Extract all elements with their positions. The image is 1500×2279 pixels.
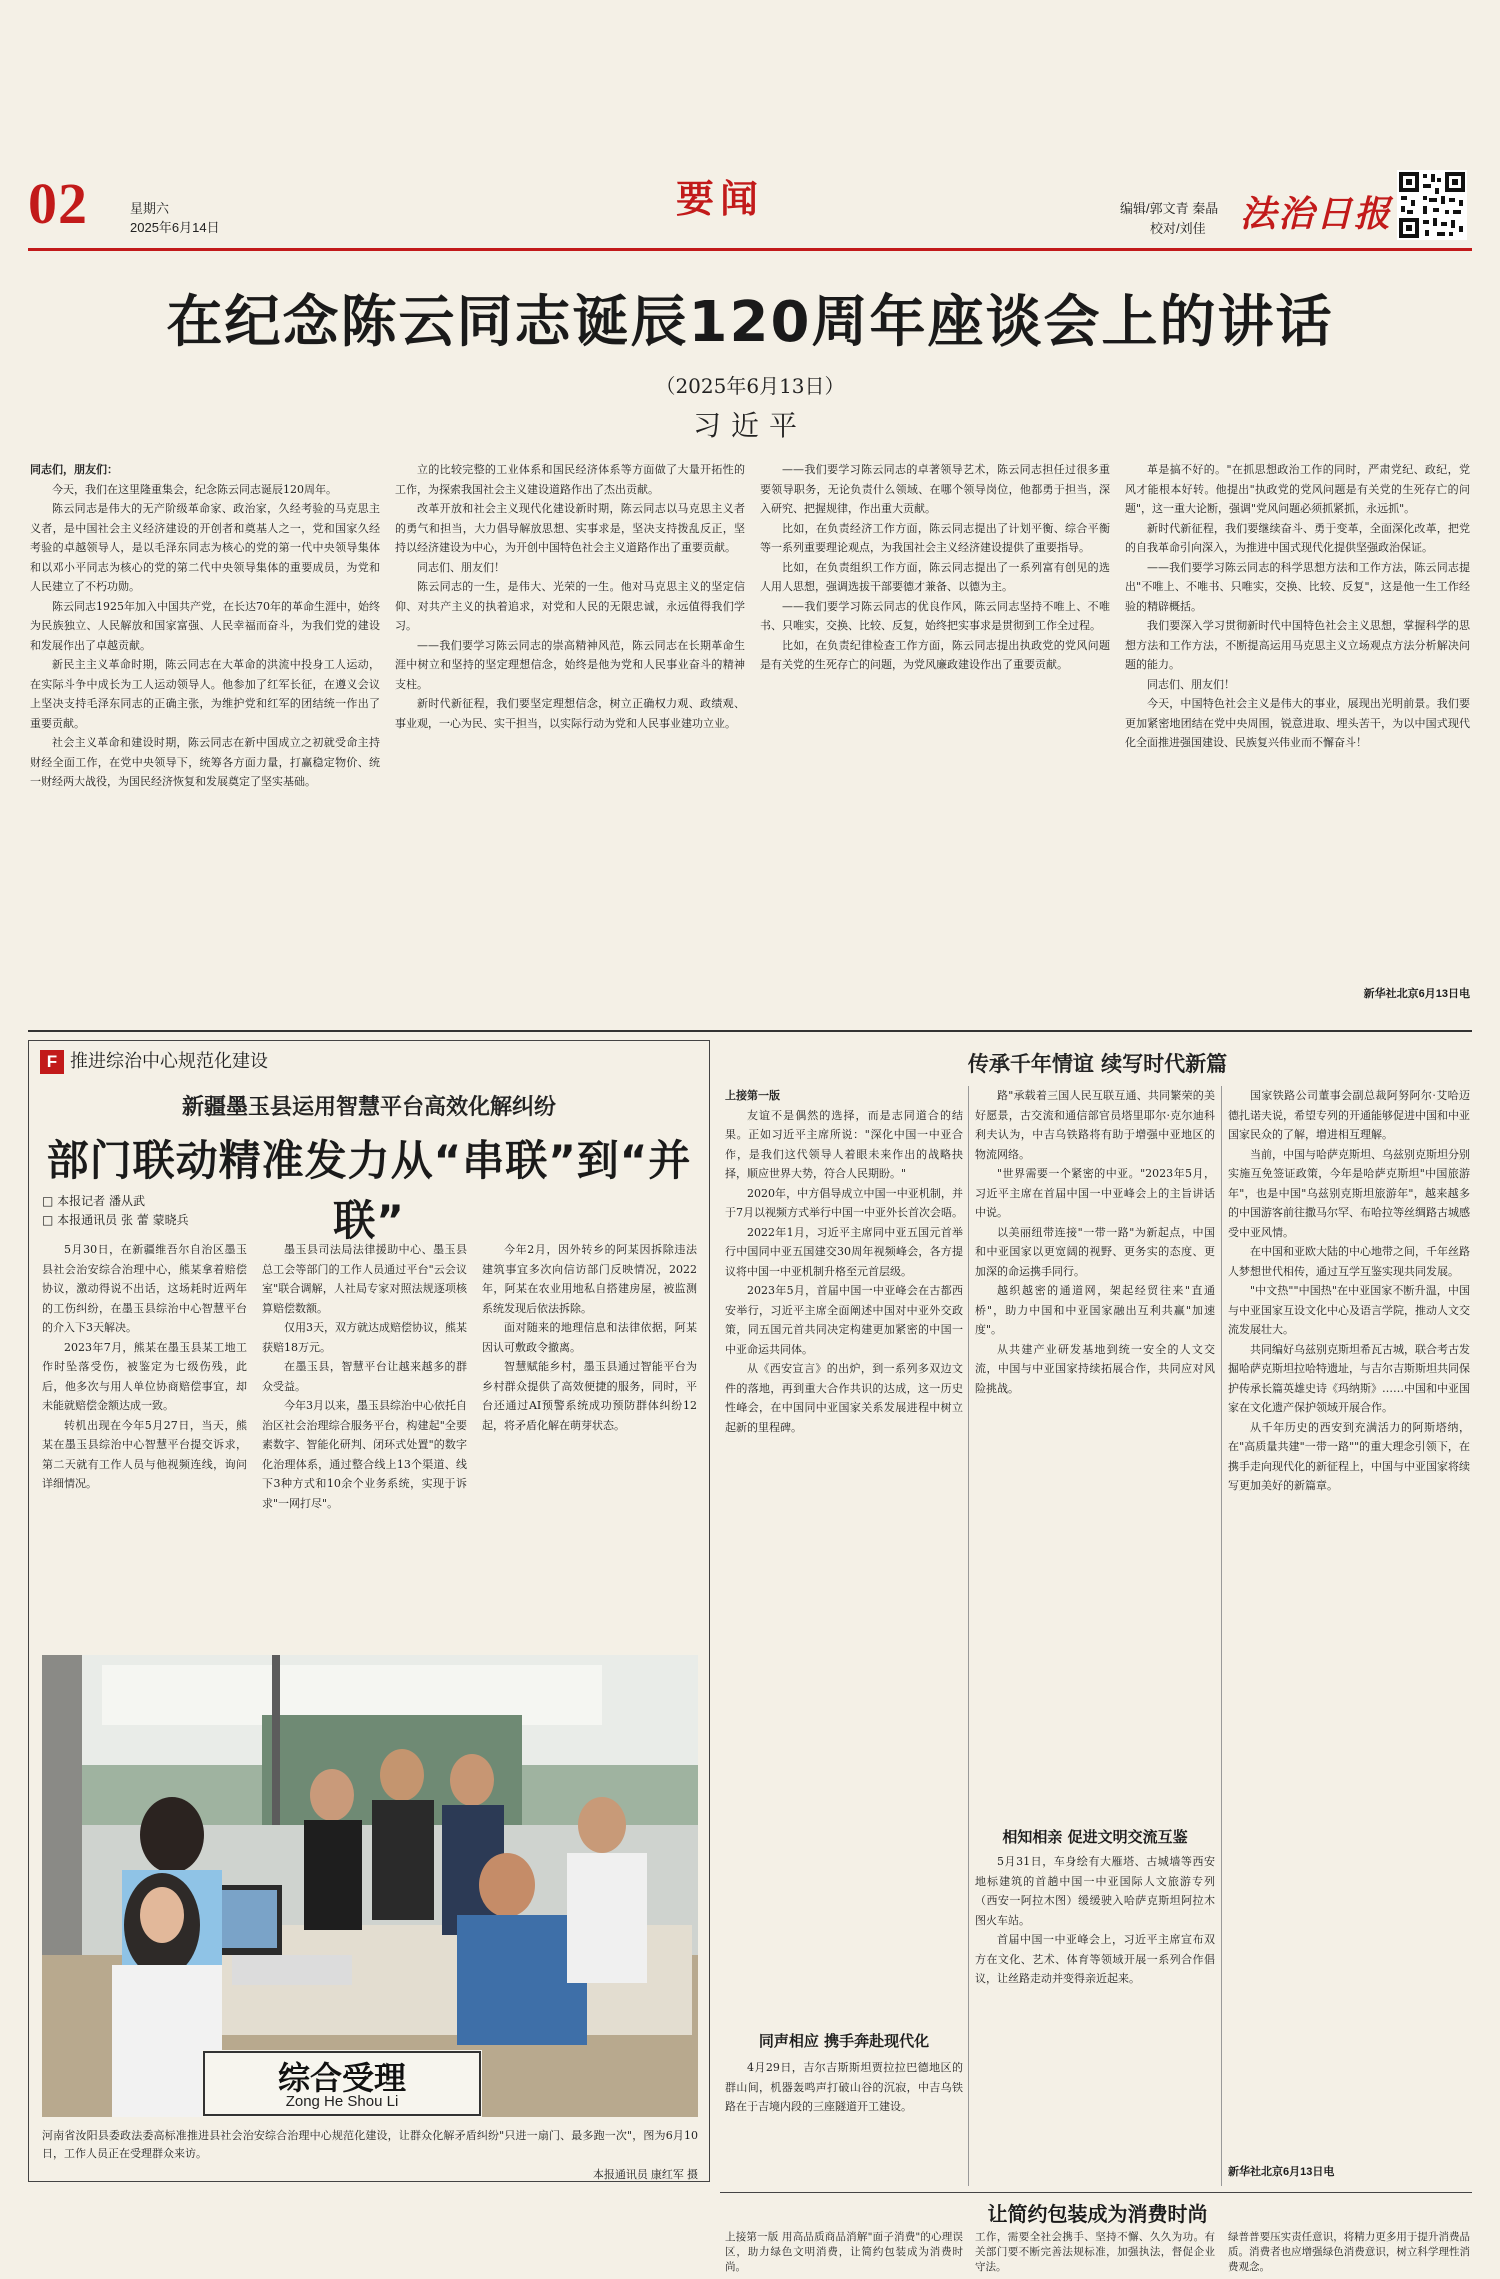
- bottom-column-2: 工作，需要全社会携手、坚持不懈、久久为功。有关部门要不断完善法规标准，加强执法，督促企业守法。: [975, 2231, 1215, 2273]
- page-date: 2025年6月14日: [130, 220, 220, 235]
- column-divider: [1221, 1086, 1222, 2186]
- left-paragraph: 面对随来的地理信息和法律依据，阿某因认可敷政令撤离。: [482, 1321, 697, 1354]
- lead-paragraph: 比如，在负责经济工作方面，陈云同志提出了计划平衡、综合平衡等一系列重要理论观点，为我国社会主义经济建设提供了重要指导。: [760, 521, 1110, 554]
- right-paragraph: 2020年，中方倡导成立中国一中亚机制，并于7月以视频方式举行中国一中亚外长首次会晤。: [725, 1186, 963, 1219]
- lead-paragraph: ——我们要学习陈云同志的崇高精神风范，陈云同志在长期革命生涯中树立和坚持的坚定理想信念，始终是他为党和人民事业奋斗的精神支柱。: [395, 638, 745, 691]
- bottom-divider: [720, 2192, 1472, 2193]
- lead-date-line: （2025年6月13日）: [655, 374, 845, 398]
- right-paragraph: 共同编好乌兹别克斯坦希瓦古城，联合考古发掘哈萨克斯坦拉哈特遗址，与吉尔吉斯斯坦共同保护传承长篇英雄史诗《玛纳斯》……中国和中亚国家在文化遗产保护领域开展合作。: [1228, 1342, 1470, 1414]
- lead-column-4: [1125, 460, 1470, 970]
- right-signoff: 新华社北京6月13日电: [1228, 2166, 1335, 2178]
- left-column-2: [262, 1240, 467, 1635]
- lead-paragraph: ——我们要学习陈云同志的优良作风，陈云同志坚持不唯上、不唯书、只唯实，交换、比较、反复，始终把实事求是贯彻到工作全过程。: [760, 599, 1110, 632]
- right-paragraph: "中文热""中国热"在中亚国家不断升温，中国与中亚国家互设文化中心及语言学院，推动人文交流发展壮大。: [1228, 1284, 1470, 1336]
- proofreader-credit: 校对/刘佳: [1150, 221, 1206, 236]
- masthead-rule: [28, 248, 1472, 251]
- right-subhead-2: 相知相亲 促进文明交流互鉴: [1002, 1828, 1188, 1846]
- right-paragraph: 越织越密的通道网，架起经贸往来"直通桥"，助力中国和中亚国家融出互利共赢"加速度"。: [975, 1284, 1215, 1336]
- right-headline: 传承千年情谊 续写时代新篇: [967, 1052, 1228, 1076]
- right-paragraph: 2022年1月，习近平主席同中亚五国元首举行中国同中亚五国建交30周年视频峰会，各方提议将中国一中亚机制升格至元首层级。: [725, 1225, 963, 1278]
- photo-caption: 河南省汝阳县委政法委高标准推进县社会治安综合治理中心规范化建设，让群众化解矛盾纠纷"只进一扇门、最多跑一次"，图为6月10日，工作人员正在受理群众来访。: [42, 2129, 698, 2160]
- bottom-column-1: 上接第一版 用高品质商品消解"面子消费"的心理误区，助力绿色文明消费，让简约包装成为消费时尚。: [725, 2231, 963, 2273]
- left-paragraph: 转机出现在今年5月27日，当天，熊某在墨玉县综治中心智慧平台提交诉求，第二天就有工作人员与他视频连线，询问详细情况。: [42, 1418, 247, 1490]
- qr-code-icon: [1397, 170, 1467, 240]
- left-paragraph: 5月30日，在新疆维吾尔自治区墨玉县社会治安综合治理中心，熊某拿着赔偿协议，激动得说不出话，这场耗时近两年的工伤纠纷，在墨玉县综治中心智慧平台的介入下3天解决。: [42, 1243, 247, 1334]
- left-paragraph: 今年3月以来，墨玉县综治中心依托自治区社会治理综合服务平台，构建起"全要素数字、智能化研判、闭环式处置"的数字化治理体系，通过整合线上13个渠道、线下3种方式和10余个业务系统，实现于诉求"一网打尽"。: [262, 1399, 467, 1510]
- left-paragraph: 智慧赋能乡村，墨玉县通过智能平台为乡村群众提供了高效便捷的服务，同时，平台还通过AI预警系统成功预防群体纠纷12起，将矛盾化解在萌芽状态。: [482, 1360, 697, 1432]
- right-column-1: [725, 1086, 963, 2026]
- right-paragraph: 在中国和亚欧大陆的中心地带之间，千年丝路人梦想世代相传，通过互学互鉴实现共同发展。: [1228, 1245, 1470, 1278]
- right-paragraph: "世界需要一个紧密的中亚。"2023年5月，习近平主席在首届中国一中亚峰会上的主旨讲话中说。: [975, 1167, 1215, 1219]
- bottom-headline: 让简约包装成为消费时尚: [987, 2202, 1208, 2226]
- lead-paragraph: ——我们要学习陈云同志的科学思想方法和工作方法，陈云同志提出"不唯上、不唯书、只唯实，交换、比较、反复"，这是他一生工作经验的精辟概括。: [1125, 560, 1470, 613]
- lead-paragraph: 新民主主义革命时期，陈云同志在大革命的洪流中投身工人运动，在实际斗争中成长为工人运动领导人。他参加了红军长征，在遵义会议上坚决支持毛泽东同志的正确主张，为维护党和红军的团结统一作出了重要贡献。: [30, 658, 380, 730]
- lead-column-1: [30, 460, 380, 1010]
- lead-paragraph: 立的比较完整的工业体系和国民经济体系等方面做了大量开拓性的工作，为探索我国社会主义建设道路作出了杰出贡献。: [395, 463, 745, 496]
- lead-paragraph: 我们要深入学习贯彻新时代中国特色社会主义思想，掌握科学的思想方法和工作方法，不断提高运用马克思主义立场观点方法分析解决问题的能力。: [1125, 619, 1470, 671]
- lead-author: 习近平: [692, 409, 807, 442]
- editors-credit: 编辑/郭文青 秦晶: [1120, 201, 1219, 216]
- photo-credit: 本报通讯员 康红军 摄: [592, 2169, 698, 2181]
- right-paragraph: 4月29日，吉尔吉斯斯坦贾拉拉巴德地区的群山间，机器轰鸣声打破山谷的沉寂，中吉乌铁路在于吉境内段的三座隧道开工建设。: [725, 2061, 963, 2113]
- lead-salutation: 同志们，朋友们：: [30, 463, 118, 476]
- lead-column-2: [395, 460, 745, 1010]
- news-photo: [42, 1655, 698, 2117]
- photo-sign-pinyin: Zong He Shou Li: [285, 2093, 399, 2110]
- left-kicker: 新疆墨玉县运用智慧平台高效化解纠纷: [181, 1095, 556, 1120]
- left-paragraph: 2023年7月，熊某在墨玉县某工地工作时坠落受伤，被鉴定为七级伤残，此后，他多次与用人单位协商赔偿事宜，却未能就赔偿金额达成一致。: [42, 1340, 247, 1412]
- right-column-2: [975, 1086, 1215, 1821]
- photo-sign-text: 综合受理: [277, 2059, 406, 2097]
- lead-paragraph: 同志们、朋友们！: [417, 560, 505, 574]
- lead-paragraph: 新时代新征程，我们要继续奋斗、勇于变革，全面深化改革，把党的自我革命引向深入，为推进中国式现代化提供坚强政治保证。: [1125, 521, 1470, 554]
- right-subhead-1: 同声相应 携手奔赴现代化: [758, 2032, 930, 2050]
- lead-paragraph: ——我们要学习陈云同志的卓著领导艺术，陈云同志担任过很多重要领导职务，无论负责什么领域、在哪个领导岗位，他都勇于担当，深入研究、把握规律，作出重大贡献。: [760, 463, 1110, 515]
- right-column-1-continued: [725, 2058, 963, 2186]
- left-paragraph: 仅用3天，双方就达成赔偿协议，熊某获赔18万元。: [262, 1321, 467, 1354]
- byline-correspondents: □ 本报通讯员 张 蕾 蒙晓兵: [42, 1213, 189, 1227]
- lead-paragraph: 社会主义革命和建设时期，陈云同志在新中国成立之初就受命主持财经全面工作，在党中央领导下，统筹各方面力量，打赢稳定物价、统一财经两大战役，为国民经济恢复和发展奠定了坚实基础。: [30, 736, 380, 788]
- left-paragraph: 墨玉县司法局法律援助中心、墨玉县总工会等部门的工作人员通过平台"云会议室"联合调解，人社局专家对照法规逐项核算赔偿数额。: [262, 1243, 467, 1315]
- lead-signoff: 新华社北京6月13日电: [1363, 988, 1470, 1000]
- lead-paragraph: 革是搞不好的。"在抓思想政治工作的同时，严肃党纪、政纪，党风才能根本好转。他提出"执政党的党风问题是有关党的生死存亡的问题"，这一重大论断，强调"党风问题必须抓紧抓，永远抓"。: [1125, 463, 1470, 515]
- right-paragraph: 当前，中国与哈萨克斯坦、乌兹别克斯坦分别实施互免签证政策，今年是哈萨克斯坦"中国旅游年"，也是中国"乌兹别克斯坦旅游年"，越来越多的中国游客前往撒马尔罕、布哈拉等丝绸路古城感受中亚风情。: [1228, 1147, 1470, 1239]
- byline-reporter: □ 本报记者 潘从武: [42, 1194, 145, 1208]
- right-paragraph: 友谊不是偶然的选择，而是志同道合的结果。正如习近平主席所说："深化中国一中亚合作，是我们这代领导人着眼未来作出的战略抉择，顺应世界大势，符合人民期盼。": [725, 1108, 963, 1180]
- left-paragraph: 今年2月，因外转乡的阿某因拆除违法建筑事宜多次向信访部门反映情况，2022年，阿某在农业用地私自搭建房屋，被监测系统发现后依法拆除。: [482, 1243, 697, 1315]
- left-column-1: [42, 1240, 247, 1635]
- right-paragraph: 从共建产业研发基地到统一安全的人文交流，中国与中亚国家持续拓展合作，共同应对风险挑战。: [975, 1342, 1215, 1395]
- newspaper-logo: 法治日报: [1240, 193, 1393, 235]
- column-tag-label: 推进综治中心规范化建设: [70, 1051, 268, 1072]
- page-number: 02: [28, 171, 88, 236]
- lead-paragraph: 今天，中国特色社会主义是伟大的事业，展现出光明前景。我们要更加紧密地团结在党中央周围，锐意进取、埋头苦干，为以中国式现代化全面推进强国建设、民族复兴伟业而不懈奋斗！: [1125, 697, 1470, 749]
- right-paragraph: 上接第一版: [725, 1089, 780, 1102]
- left-paragraph: 在墨玉县，智慧平台让越来越多的群众受益。: [262, 1360, 467, 1393]
- lead-paragraph: 比如，在负责组织工作方面，陈云同志提出了一系列富有创见的选人用人思想，强调选拔干部要德才兼备、以德为主。: [760, 560, 1110, 593]
- left-headline: 部门联动精准发力从“串联”到“并联”: [46, 1136, 692, 1245]
- right-paragraph: 国家铁路公司董事会副总裁阿努阿尔·艾哈迈德扎诺夫说，希望专列的开通能够促进中国和中亚国家民众的了解，增进相互理解。: [1228, 1089, 1470, 1141]
- lead-paragraph: 同志们、朋友们！: [1147, 677, 1235, 691]
- lead-headline: 在纪念陈云同志诞辰120周年座谈会上的讲话: [166, 290, 1334, 355]
- right-paragraph: 从千年历史的西安到充满活力的阿斯塔纳，在"高质量共建"一带一路""的重大理念引领下，在携手走向现代化的新征程上，中国与中亚国家将续写更加美好的新篇章。: [1228, 1420, 1470, 1492]
- section-title: 要闻: [676, 176, 765, 221]
- lead-paragraph: 改革开放和社会主义现代化建设新时期，陈云同志以马克思主义者的勇气和担当，大力倡导解放思想、实事求是，坚决支持拨乱反正，坚持以经济建设为中心，为开创中国特色社会主义道路作出了重要贡献。: [395, 502, 745, 554]
- column-divider: [968, 1086, 969, 2186]
- right-column-2-continued: [975, 1852, 1215, 2187]
- lead-column-3: [760, 460, 1110, 1010]
- lead-paragraph: 陈云同志是伟大的无产阶级革命家、政治家，久经考验的马克思主义者，是中国社会主义经济建设的开创者和奠基人之一，党和国家久经考验的卓越领导人，是以毛泽东同志为核心的党的第一代中央领导集体和以邓小平同志为核心的党的第二代中央领导集体的重要成员，为党和人民建立了不朽功勋。: [30, 502, 380, 593]
- right-column-3: [1228, 1086, 1470, 2138]
- column-tag-icon: F: [40, 1050, 64, 1074]
- right-paragraph: 路"承载着三国人民互联互通、共同繁荣的美好愿景，古交流和通信部官员塔里耶尔·克尔迪科利夫认为，中吉乌铁路将有助于增强中亚地区的物流网络。: [975, 1089, 1215, 1161]
- page-weekday: 星期六: [130, 201, 170, 216]
- right-paragraph: 首届中国一中亚峰会上，习近平主席宣布双方在文化、艺术、体育等领域开展一系列合作倡议，让丝路走动并变得亲近起来。: [975, 1933, 1215, 1985]
- right-paragraph: 5月31日，车身绘有大雁塔、古城墙等西安地标建筑的首趟中国一中亚国际人文旅游专列（西安一阿拉木图）缓缓驶入哈萨克斯坦阿拉木图火车站。: [975, 1855, 1215, 1927]
- bottom-column-3: 绿普普要压实责任意识，将精力更多用于提升消费品质。消费者也应增强绿色消费意识，树立科学理性消费观念。: [1228, 2231, 1470, 2273]
- section-divider: [28, 1030, 1472, 1032]
- left-column-3: [482, 1240, 697, 1635]
- lead-paragraph: 今天，我们在这里隆重集会，纪念陈云同志诞辰120周年。: [52, 482, 337, 496]
- lead-paragraph: 陈云同志的一生，是伟大、光荣的一生。他对马克思主义的坚定信仰、对共产主义的执着追求，对党和人民的无限忠诚，永远值得我们学习。: [395, 580, 745, 632]
- right-paragraph: 从《西安宣言》的出炉，到一系列多双边文件的落地，再到重大合作共识的达成，这一历史性峰会，在中国同中亚国家关系发展进程中树立起新的里程碑。: [725, 1362, 963, 1434]
- lead-paragraph: 陈云同志1925年加入中国共产党，在长达70年的革命生涯中，始终为民族独立、人民解放和国家富强、人民幸福而奋斗，为我们党的建设和发展作出了卓越贡献。: [30, 599, 380, 652]
- lead-paragraph: 比如，在负责纪律检查工作方面，陈云同志提出执政党的党风问题是有关党的生死存亡的问题，为党风廉政建设作出了重要贡献。: [760, 638, 1110, 671]
- right-paragraph: 以美丽纽带连接"一带一路"为新起点，中国和中亚国家以更宽阔的视野、更务实的态度、更加深的命运携手同行。: [975, 1225, 1215, 1278]
- lead-paragraph: 新时代新征程，我们要坚定理想信念，树立正确权力观、政绩观、事业观，一心为民、实干担当，以实际行动为党和人民事业建功立业。: [395, 697, 745, 730]
- right-paragraph: 2023年5月，首届中国一中亚峰会在古都西安举行，习近平主席全面阐述中国对中亚外交政策，同五国元首共同决定构建更加紧密的中国一中亚命运共同体。: [725, 1284, 963, 1356]
